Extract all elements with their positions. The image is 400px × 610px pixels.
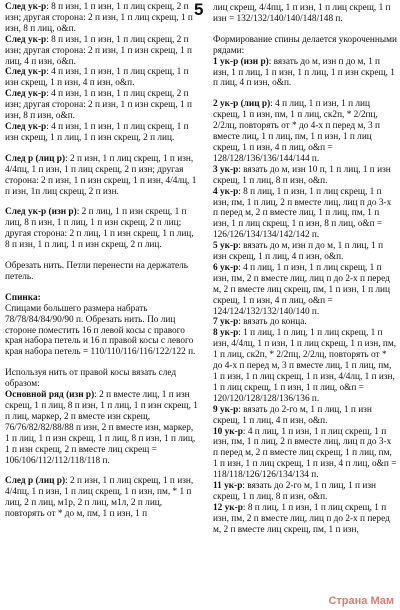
paragraph bbox=[213, 241, 397, 263]
paragraph-text: : 2 п изн, 1 п лиц скрещ, 1 п изн, 4/4пц, 1 п изн, 1 п лиц скрещ, 1 п изн, пм, * 1 п лиц, 2 п лиц, м1р, 2 п лиц, м1л, 2 п лиц, повторять от * до м, пм, 1 п изн, 1 п bbox=[5, 476, 194, 520]
paragraph-text: : 8 п лиц, 1 п изн, 1 п лиц скрещ, 1 п изн, пм, 1 п лиц, 2 п вместе лиц, лиц п до 3-х п перед м, 2 п вместе лиц, 1 п лиц, пм, 1 п изн, 1 п лиц скрещ, 1 п изн, 8 п лиц, о&п = 126/126/134/134/142/142 п. bbox=[213, 186, 392, 241]
paragraph-text: : вязать до 2-го м, 1 п лиц, 1 п изн скрещ, 1 п лиц, 8 п изн, о&п. bbox=[213, 481, 376, 502]
row-label: Спинка: bbox=[5, 292, 41, 303]
paragraph bbox=[5, 390, 198, 466]
paragraph bbox=[5, 293, 198, 304]
paragraph bbox=[5, 2, 198, 35]
paragraph-text: : 2 п изн, 1 п лиц скрещ, 1 п изн, 4/4пц, 1 п изн, 1 п лиц скрещ, 2 п изн; другая сторона: 2 п изн, 1 п изн скрещ, 1 п изн, 4/4лц, 1 п изн, 1п лиц скрещ, 2 п изн. bbox=[5, 153, 197, 197]
paragraph-text: Спицами большего размера набрать 78/78/84/84/90/90 п. Обрезать нить. По лиц стороне поместить 16 п левой косы с правого края набора петель и 16 п правой косы с левого края набора петель = 110/110/116/116/122/122 п. bbox=[5, 303, 196, 358]
row-label: 11 ук-р bbox=[213, 481, 243, 492]
paragraph bbox=[213, 405, 397, 427]
paragraph-text: : вязать до конца. bbox=[238, 317, 307, 328]
paragraph-text: : 4 п лиц, 1 п изн, 1 п лиц скрещ, 1 п изн, пм, 2 п вместе лиц, лиц п до 2-х п перед м, 2 п вместе лиц скрещ, пм, 1 п изн, 1 п лиц скрещ, 1 п изн, 4 п лиц, о&п = 124/124/132/132/140/140 п. bbox=[213, 262, 390, 317]
paragraph bbox=[213, 99, 397, 164]
paragraph bbox=[5, 154, 198, 198]
row-label: 1 ук-р (изн р) bbox=[213, 56, 269, 67]
row-label: 5 ук-р bbox=[213, 241, 239, 252]
row-label: След ук-р bbox=[5, 67, 47, 78]
paragraph bbox=[5, 304, 198, 359]
paragraph bbox=[5, 207, 198, 251]
paragraph bbox=[5, 67, 198, 89]
paragraph-text: лиц скрещ, 4/4пц, 1 п изн, 1 п лиц скрещ, 1 п изн = 132/132/140/140/148/148 п. bbox=[213, 3, 391, 24]
row-label: 9 ук-р bbox=[213, 404, 239, 415]
paragraph-text: : 8 п лиц, 1 п изн, 1 п лиц скрещ, 1 п изн, пм, 2 п вместе лиц, лиц п до 2-х п перед м, 2 п вместе лиц скрещ, пм, 1 п изн, bbox=[213, 502, 390, 535]
page-number: 5 bbox=[194, 0, 204, 19]
row-label: 8 ук-р bbox=[213, 328, 239, 339]
row-label: След р (лиц р) bbox=[5, 476, 66, 487]
paragraph-text: : вязать до м, изн 10 п, 1 п лиц, 1 п изн скрещ, 1 п лиц, 8 п изн, о&п. bbox=[213, 164, 391, 186]
paragraph bbox=[5, 89, 198, 122]
row-label: След ук-р bbox=[5, 89, 47, 100]
row-label: Основной ряд (изн р) bbox=[5, 390, 95, 401]
paragraph-text: : 2 п вместе лиц, 1 п изн скрещ, 1 п лиц, 8 п изн, 1 п лиц, 1 п изн скрещ, 1 п лиц, маркер, 2 п вместе изн скрещ, 76/76/82/82/88/88 п изн, 2 п вместе изн, маркер, 1 п лиц, 1 п изн скрещ, 1 п лиц, 8 п изн, 1 п лиц, 1 п изн скрещ, 2 п вместе лиц скрещ = 106/106/112/112/118/118 п. bbox=[5, 390, 198, 466]
paragraph-text: : вязать до м, изн п до м, 1 п лиц, 1 п изн скрещ, 1 п лиц, 4 п изн, о&п. bbox=[213, 241, 384, 263]
paragraph bbox=[5, 35, 198, 68]
paragraph-text: : вязать до м, изн п до м, 1 п изн, 1 п лиц, 1 п изн, 1 п лиц, 1 п изн скрещ, 1 п лиц, 4 п изн, о&п. bbox=[213, 56, 395, 89]
row-label: След ук-р bbox=[5, 121, 47, 132]
row-label: 12 ук-р bbox=[213, 502, 243, 513]
paragraph-text: Используя нить от правой косы вязать след образом: bbox=[5, 368, 177, 390]
row-label: 4 ук-р bbox=[213, 186, 239, 197]
paragraph bbox=[5, 261, 198, 283]
row-label: След ук-р (изн р) bbox=[5, 207, 77, 218]
paragraph bbox=[213, 263, 397, 318]
row-label: 2 ук-р (лиц р) bbox=[213, 99, 271, 110]
paragraph bbox=[213, 57, 397, 90]
paragraph-text: : 8 п изн, 1 п изн, 1 п лиц скрещ, 2 п изн; другая сторона: 2 п изн, 1 п лиц скрещ, 1 п изн, 8 п лиц, о&п. bbox=[5, 2, 193, 34]
paragraph bbox=[213, 35, 397, 57]
right-column bbox=[213, 3, 397, 536]
paragraph bbox=[213, 3, 397, 25]
paragraph-text: : 2 п лиц, 1 п изн скрещ, 1 п лиц, 8 п изн, 1 п лиц, 1 п изн скрещ, 2 п лиц; другая сторона: 2 п лиц, 1 п изн скрещ, 1 п лиц, 8 п изн, 1 п лиц, 1 п изн скрещ, 2 п лиц. bbox=[5, 207, 194, 251]
paragraph bbox=[213, 187, 397, 242]
paragraph-text: : 4 п изн, 1 п изн, 1 п лиц скрещ, 2 п изн; другая сторона: 2 п изн, 1 п изн скрещ, 1 п изн, 8 п изн, о&п. bbox=[5, 89, 192, 122]
paragraph bbox=[5, 368, 198, 390]
left-column bbox=[5, 2, 198, 520]
row-label: 10 ук-р bbox=[213, 426, 243, 437]
paragraph bbox=[213, 317, 397, 328]
row-label: След ук-р bbox=[5, 34, 47, 45]
paragraph-text: Формирование спины делается укороченными рядами: bbox=[213, 34, 397, 56]
paragraph-text: : 8 п изн, 1 п изн, 1 п лиц скрещ, 2 п изн; другая сторона: 2 п изн, 1 п изн скрещ, 1 п лиц, 4 п изн, о&п. bbox=[5, 34, 192, 67]
paragraph bbox=[213, 503, 397, 536]
paragraph-text: : 4 п изн, 1 п изн, 1 п лиц скрещ, 1 п изн скрещ, 1 п лиц, 1 п изн скрещ, 2 п лиц. bbox=[5, 121, 189, 143]
paragraph bbox=[5, 122, 198, 144]
paragraph bbox=[213, 328, 397, 404]
paragraph-text: : 4 п лиц, 1 п изн, 1 п лиц скрещ, 1 п изн, пм, 1 п лиц, 2 п вместе лиц, лиц п до 3-х п перед м, 2 п вместе лиц скрещ, 1 п лиц, пм, 1 п изн, 1 п лиц скрещ, 1 п изн, 4 п лиц, о&п = 118/118/126/126/134/134 п. bbox=[213, 426, 397, 481]
row-label: След р (лиц р) bbox=[5, 153, 66, 164]
row-label: 7 ук-р bbox=[213, 317, 239, 328]
paragraph bbox=[5, 476, 198, 520]
paragraph bbox=[213, 165, 397, 187]
paragraph-text: : 4 п лиц, 1 п изн, 1 п лиц скрещ, 1 п изн, пм, 1 п лиц, ск2п, * 2/2пц, 2/2лц, повторять от * до 4-х п перед м, 3 п вместе лиц, 1 п лиц, пм, 1 п изн, 1 п лиц скрещ, 1 п изн, 4 п лиц, о&п = 128/128/136/136/144/144 п. bbox=[213, 99, 380, 164]
row-label: 3 ук-р bbox=[213, 164, 239, 175]
paragraph bbox=[213, 481, 397, 503]
row-label: 6 ук-р bbox=[213, 262, 239, 273]
paragraph-text: : 4 п изн, 1 п изн, 1 п лиц скрещ, 1 п изн скрещ, 1 п изн, 4 п изн, о&п. bbox=[5, 67, 189, 89]
paragraph-text: Обрезать нить. Петли перенести на держатель петель. bbox=[5, 261, 189, 282]
paragraph-text: : вязать до 2-го м, 1 п лиц, 1 п изн скрещ, 1 п лиц, 4 п изн, о&п. bbox=[213, 404, 372, 426]
paragraph-text: : 1 п лиц, 1 п лиц, 1 п лиц скрещ, 1 п изн, 4/4лц, 1 п изн, 1 п лиц скрещ, 1 п изн, пм, 1 п лиц, ск2п, * 2/2пц, 2/2лц, повторять от * до 4-х п перед м, 3 п вместе лиц, 1 п лиц, пм, 1 п изн, 1 п лиц скрещ, 1 п изн, 4/4лц, 1 п изн, 1 п лиц скрещ, 1 п изн, 1 п лиц, о&п = 120/120/128/128/136/136 п. bbox=[213, 328, 397, 404]
watermark-logo: Страна Мам bbox=[328, 595, 394, 607]
row-label: След ук-р bbox=[5, 2, 47, 12]
paragraph bbox=[213, 427, 397, 482]
